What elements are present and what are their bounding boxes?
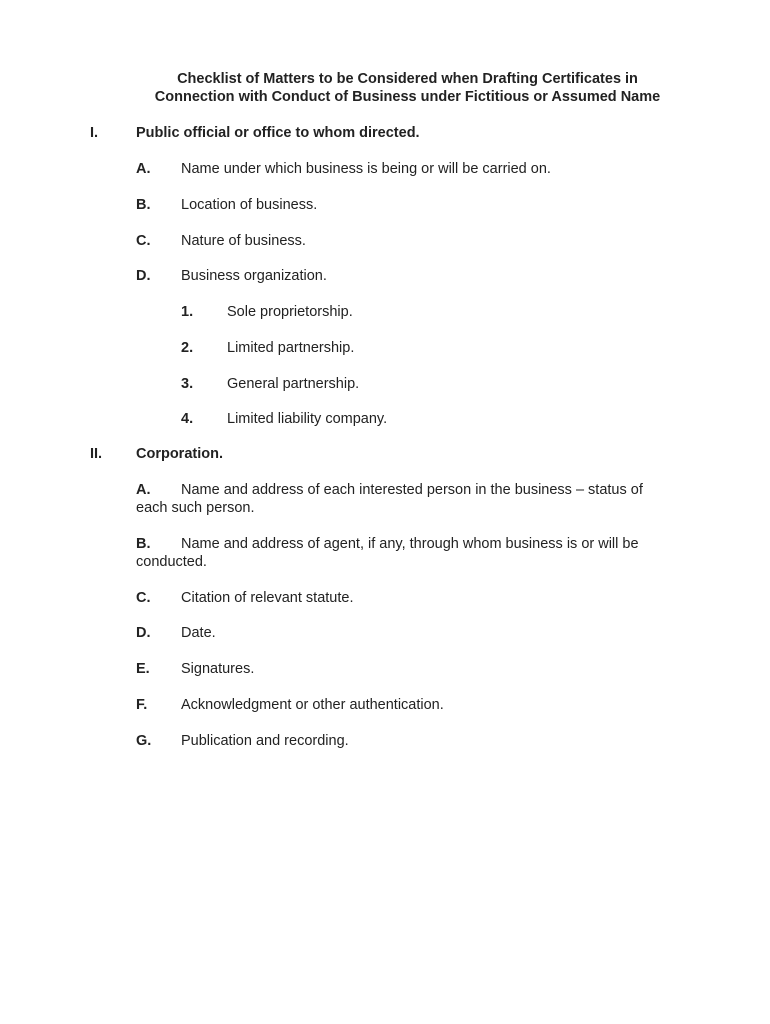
item-text: Signatures. [181, 661, 255, 677]
section-heading-text: Corporation. [136, 446, 223, 462]
item-text-line-1: Name and address of each interested person in the business – status of [181, 482, 643, 498]
wrapped-list-item [136, 481, 676, 517]
section-heading-text: Public official or office to whom directed. [136, 125, 420, 141]
subitem-label: 4. [181, 411, 194, 427]
item-text-line-2: each such person. [136, 500, 255, 516]
subitem-text: General partnership. [227, 376, 360, 392]
subitem-text: Sole proprietorship. [227, 304, 353, 320]
wrapped-list-item [136, 535, 676, 571]
item-text: Acknowledgment or other authentication. [181, 697, 444, 713]
section-number: II. [90, 446, 103, 462]
item-text: Citation of relevant statute. [181, 590, 354, 606]
item-label: A. [136, 161, 151, 177]
item-text: Name under which business is being or will be carried on. [181, 161, 551, 177]
item-text: Date. [181, 625, 216, 641]
section-number: I. [90, 125, 99, 141]
item-text: Publication and recording. [181, 733, 349, 749]
subitem-text: Limited liability company. [227, 411, 388, 427]
title-line-2: Connection with Conduct of Business under Fictitious or Assumed Name [154, 89, 661, 105]
item-label: D. [136, 625, 151, 641]
subitem-text: Limited partnership. [227, 340, 355, 356]
item-label: C. [136, 590, 151, 606]
document-title [0, 70, 770, 106]
item-text-line-1: Name and address of agent, if any, through whom business is or will be [181, 536, 639, 552]
title-line-1: Checklist of Matters to be Considered when Drafting Certificates in [177, 71, 638, 87]
item-label: G. [136, 733, 152, 749]
subitem-label: 3. [181, 376, 194, 392]
item-label: F. [136, 697, 148, 713]
item-text: Location of business. [181, 197, 318, 213]
item-label: B. [136, 197, 151, 213]
subitem-label: 1. [181, 304, 194, 320]
item-text: Business organization. [181, 268, 327, 284]
item-text-line-2: conducted. [136, 554, 207, 570]
item-label: C. [136, 233, 151, 249]
item-label: A. [136, 482, 151, 498]
item-label: D. [136, 268, 151, 284]
subitem-label: 2. [181, 340, 194, 356]
item-label: B. [136, 536, 151, 552]
item-text: Nature of business. [181, 233, 306, 249]
item-label: E. [136, 661, 150, 677]
